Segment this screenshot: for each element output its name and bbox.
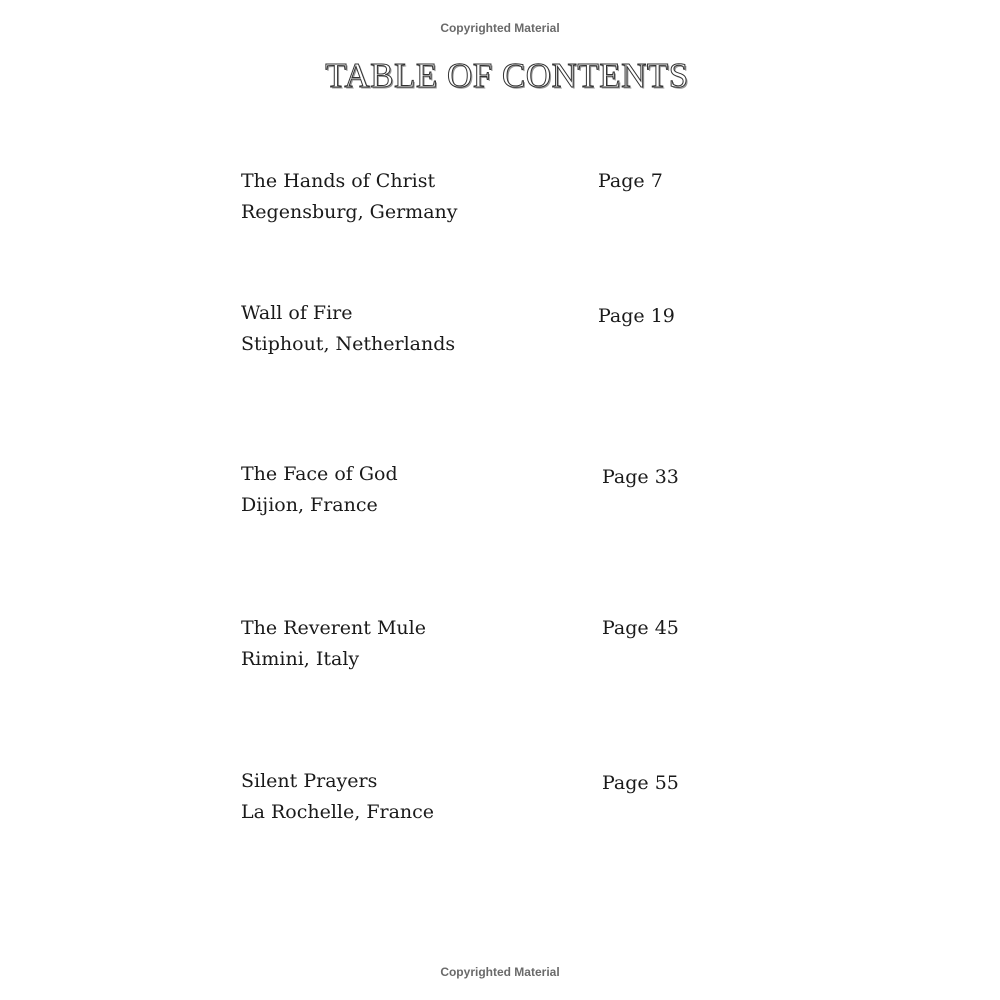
toc-entry-page: Page 55 — [602, 772, 679, 794]
toc-entry-page: Page 45 — [602, 617, 679, 639]
toc-entry-page: Page 7 — [598, 170, 663, 192]
toc-entry-face-of-god[interactable] — [241, 459, 701, 521]
toc-entry-place: Regensburg, Germany — [241, 201, 458, 223]
toc-entry-title: Silent Prayers — [241, 770, 378, 792]
toc-entry-hands-of-christ[interactable] — [241, 166, 701, 228]
copyright-watermark-top: Copyrighted Material — [440, 21, 560, 35]
toc-entry-wall-of-fire[interactable] — [241, 298, 701, 360]
toc-entry-title: Wall of Fire — [241, 302, 353, 324]
toc-entry-silent-prayers[interactable] — [241, 766, 701, 828]
toc-entry-title: The Hands of Christ — [241, 170, 436, 192]
page-title: TABLE OF CONTENTS — [325, 56, 689, 95]
toc-entry-reverent-mule[interactable] — [241, 613, 701, 675]
toc-entry-place: Stiphout, Netherlands — [241, 333, 456, 355]
toc-entry-place: La Rochelle, France — [241, 801, 435, 823]
toc-entry-place: Dijion, France — [241, 494, 378, 516]
toc-entry-place: Rimini, Italy — [241, 648, 360, 670]
toc-entry-title: The Face of God — [241, 463, 398, 485]
toc-entry-title: The Reverent Mule — [241, 617, 426, 639]
toc-entry-page: Page 33 — [602, 466, 679, 488]
toc-entry-page: Page 19 — [598, 305, 675, 327]
copyright-watermark-bottom: Copyrighted Material — [440, 965, 560, 979]
